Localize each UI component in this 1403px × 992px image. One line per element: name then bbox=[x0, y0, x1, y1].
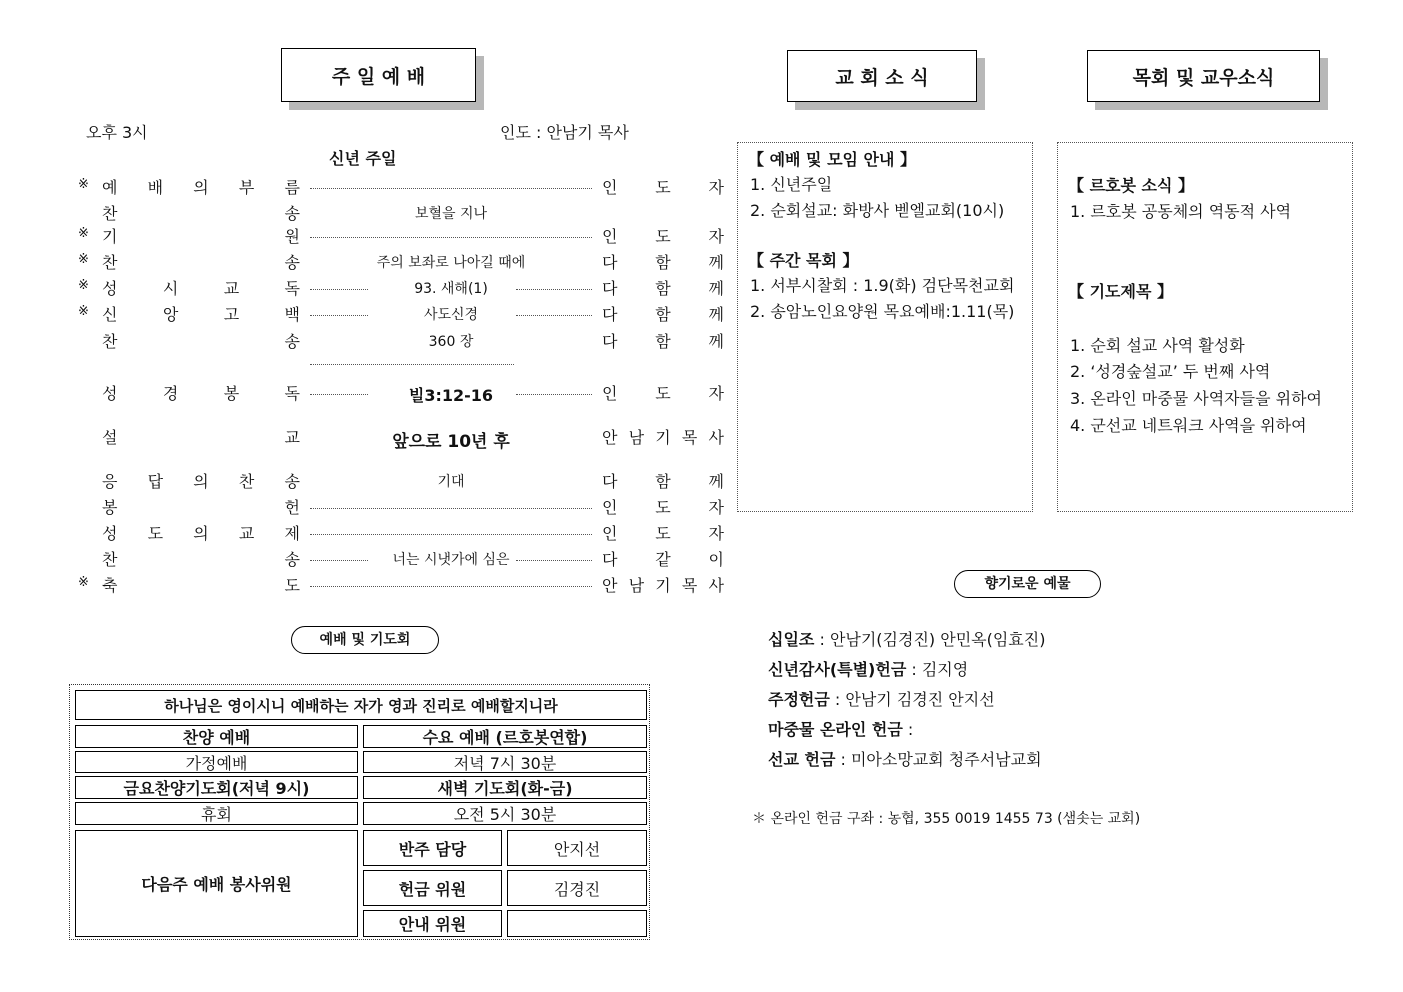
order-label: 찬 송 bbox=[102, 204, 300, 223]
order-label: 봉 헌 bbox=[102, 498, 300, 517]
dawn-prayer-value: 오전 5시 30분 bbox=[363, 802, 647, 825]
order-label: 성 시 교 독 bbox=[102, 279, 300, 298]
order-role: 다 함 께 bbox=[602, 253, 724, 272]
order-content bbox=[310, 383, 592, 406]
order-row bbox=[78, 495, 724, 519]
news-item: 2. 송암노인요양원 목요예배:1.11(목) bbox=[750, 302, 1015, 321]
order-label: 신 앙 고 백 bbox=[102, 305, 300, 324]
offering-row: 마중물 온라인 헌금 : bbox=[768, 720, 914, 739]
order-row bbox=[78, 425, 724, 452]
order-content bbox=[310, 203, 592, 223]
order-mark: ※ bbox=[78, 278, 89, 293]
order-label: 찬 송 bbox=[102, 253, 300, 272]
order-mark: ※ bbox=[78, 575, 89, 590]
order-role: 다 함 께 bbox=[602, 279, 724, 298]
separator-leader bbox=[310, 364, 514, 365]
praise-worship-value: 가정예배 bbox=[75, 751, 358, 773]
order-row bbox=[78, 521, 724, 545]
order-content bbox=[310, 304, 592, 324]
prayer-item: 2. ‘성경숲설교’ 두 번째 사역 bbox=[1070, 362, 1271, 381]
friday-prayer-value: 휴회 bbox=[75, 802, 358, 825]
order-row bbox=[78, 573, 724, 597]
news-item: 1. 신년주일 bbox=[750, 175, 833, 194]
pastoral-news-title: 목회 및 교우소식 bbox=[1087, 50, 1320, 102]
order-content bbox=[310, 471, 592, 491]
news-item: 1. 서부시찰회 : 1.9(화) 검단목천교회 bbox=[750, 276, 1015, 295]
order-content-text: 93. 새해(1) bbox=[410, 281, 492, 297]
order-label: 기 원 bbox=[102, 227, 300, 246]
offering-row: 주정헌금 : 안남기 김경진 안지선 bbox=[768, 690, 995, 709]
service-name: 신년 주일 bbox=[329, 149, 397, 168]
order-content-text: 기대 bbox=[433, 474, 468, 490]
order-role: 다 같 이 bbox=[602, 550, 724, 569]
dotted-leader bbox=[310, 237, 592, 238]
order-mark: ※ bbox=[78, 304, 89, 319]
order-role: 안 남 기 목 사 bbox=[602, 428, 724, 447]
order-role: 다 함 께 bbox=[602, 332, 724, 351]
order-role: 다 함 께 bbox=[602, 305, 724, 324]
order-label: 성 경 봉 독 bbox=[102, 384, 300, 403]
prayer-item: 1. 순회 설교 사역 활성화 bbox=[1070, 336, 1245, 355]
news-section-weekly: 【 주간 목회 】 bbox=[748, 251, 859, 270]
online-account-note: ＊ 온라인 헌금 구좌 : 농협, 355 0019 1455 73 (샘솟는 교회) bbox=[752, 811, 1141, 827]
church-news-title: 교 회 소 식 bbox=[787, 50, 977, 102]
pastor-item: 1. 르호봇 공동체의 역동적 사역 bbox=[1070, 202, 1292, 221]
order-role: 인 도 자 bbox=[602, 498, 724, 517]
order-row bbox=[78, 547, 724, 571]
order-content-text: 너는 시냇가에 심은 bbox=[388, 552, 513, 568]
order-content bbox=[310, 331, 592, 351]
wednesday-worship-header: 수요 예배 (르호봇연합) bbox=[363, 725, 647, 748]
news-item: 2. 순회설교: 화방사 벧엘교회(10시) bbox=[750, 201, 1005, 220]
order-label: 설 교 bbox=[102, 428, 300, 447]
order-content-text: 앞으로 10년 후 bbox=[388, 432, 514, 452]
order-row bbox=[78, 224, 724, 248]
order-role: 인 도 자 bbox=[602, 524, 724, 543]
order-mark: ※ bbox=[78, 226, 89, 241]
prayer-item: 3. 온라인 마중물 사역자들을 위하여 bbox=[1070, 389, 1322, 408]
offering-row: 신년감사(특별)헌금 : 김지영 bbox=[768, 660, 969, 679]
order-content bbox=[310, 278, 592, 298]
guide-usher-name bbox=[507, 910, 647, 937]
sunday-worship-title: 주 일 예 배 bbox=[281, 48, 476, 102]
guide-usher-title: 안내 위원 bbox=[363, 910, 502, 937]
verse-cell: 하나님은 영이시니 예배하는 자가 영과 진리로 예배할지니라 bbox=[75, 690, 647, 720]
order-content bbox=[310, 252, 592, 272]
pastor-section-prayer: 【 기도제목 】 bbox=[1068, 282, 1173, 301]
news-section-worship: 【 예배 및 모임 안내 】 bbox=[748, 150, 917, 169]
order-row bbox=[78, 381, 724, 405]
order-row bbox=[78, 276, 724, 300]
offering-usher-name: 김경진 bbox=[507, 870, 647, 906]
accompanist-title: 반주 담당 bbox=[363, 830, 502, 866]
order-label: 축 도 bbox=[102, 576, 300, 595]
order-role: 인 도 자 bbox=[602, 384, 724, 403]
prayer-item: 4. 군선교 네트워크 사역을 위하여 bbox=[1070, 416, 1307, 435]
order-label: 찬 송 bbox=[102, 550, 300, 569]
order-role: 인 도 자 bbox=[602, 178, 724, 197]
dotted-leader bbox=[310, 586, 592, 587]
worship-prayer-pill: 예배 및 기도회 bbox=[291, 626, 439, 654]
order-content bbox=[310, 427, 592, 452]
pastoral-news-box bbox=[1057, 142, 1353, 512]
order-content-text: 360 장 bbox=[425, 334, 478, 350]
offering-row: 선교 헌금 : 미아소망교회 청주서남교회 bbox=[768, 750, 1042, 769]
order-role: 안 남 기 목 사 bbox=[602, 576, 724, 595]
order-content-text: 빌3:12-16 bbox=[405, 386, 497, 405]
dotted-leader bbox=[310, 188, 592, 189]
order-content-text: 보혈을 지나 bbox=[411, 206, 491, 222]
order-row bbox=[78, 469, 724, 493]
dawn-prayer-header: 새벽 기도회(화-금) bbox=[363, 776, 647, 799]
order-role: 다 함 께 bbox=[602, 472, 724, 491]
order-mark: ※ bbox=[78, 177, 89, 192]
order-content-text: 사도신경 bbox=[420, 307, 482, 323]
order-label: 찬 송 bbox=[102, 332, 300, 351]
order-content bbox=[310, 549, 592, 569]
pastor-section-rehoboth: 【 르호봇 소식 】 bbox=[1068, 176, 1194, 195]
offering-row: 십일조 : 안남기(김경진) 안민옥(임효진) bbox=[768, 630, 1046, 649]
dotted-leader bbox=[310, 508, 592, 509]
accompanist-name: 안지선 bbox=[507, 830, 647, 866]
order-mark: ※ bbox=[78, 252, 89, 267]
order-label: 예 배 의 부 름 bbox=[102, 178, 300, 197]
offering-pill: 향기로운 예물 bbox=[954, 570, 1101, 598]
praise-worship-header: 찬양 예배 bbox=[75, 725, 358, 748]
order-label: 응 답 의 찬 송 bbox=[102, 472, 300, 491]
wednesday-worship-value: 저녁 7시 30분 bbox=[363, 751, 647, 773]
order-row bbox=[78, 201, 648, 225]
order-content-text: 주의 보좌로 나아길 때에 bbox=[373, 255, 530, 271]
order-row bbox=[78, 250, 724, 274]
next-week-servants-label: 다음주 예배 봉사위원 bbox=[75, 830, 358, 937]
friday-prayer-header: 금요찬양기도회(저녁 9시) bbox=[75, 776, 358, 799]
worship-leader: 인도 : 안남기 목사 bbox=[500, 123, 629, 142]
dotted-leader bbox=[310, 534, 592, 535]
order-row bbox=[78, 329, 724, 353]
order-row bbox=[78, 302, 724, 326]
order-row bbox=[78, 175, 724, 199]
worship-time: 오후 3시 bbox=[86, 123, 148, 142]
offering-usher-title: 헌금 위원 bbox=[363, 870, 502, 906]
order-role: 인 도 자 bbox=[602, 227, 724, 246]
order-label: 성 도 의 교 제 bbox=[102, 524, 300, 543]
